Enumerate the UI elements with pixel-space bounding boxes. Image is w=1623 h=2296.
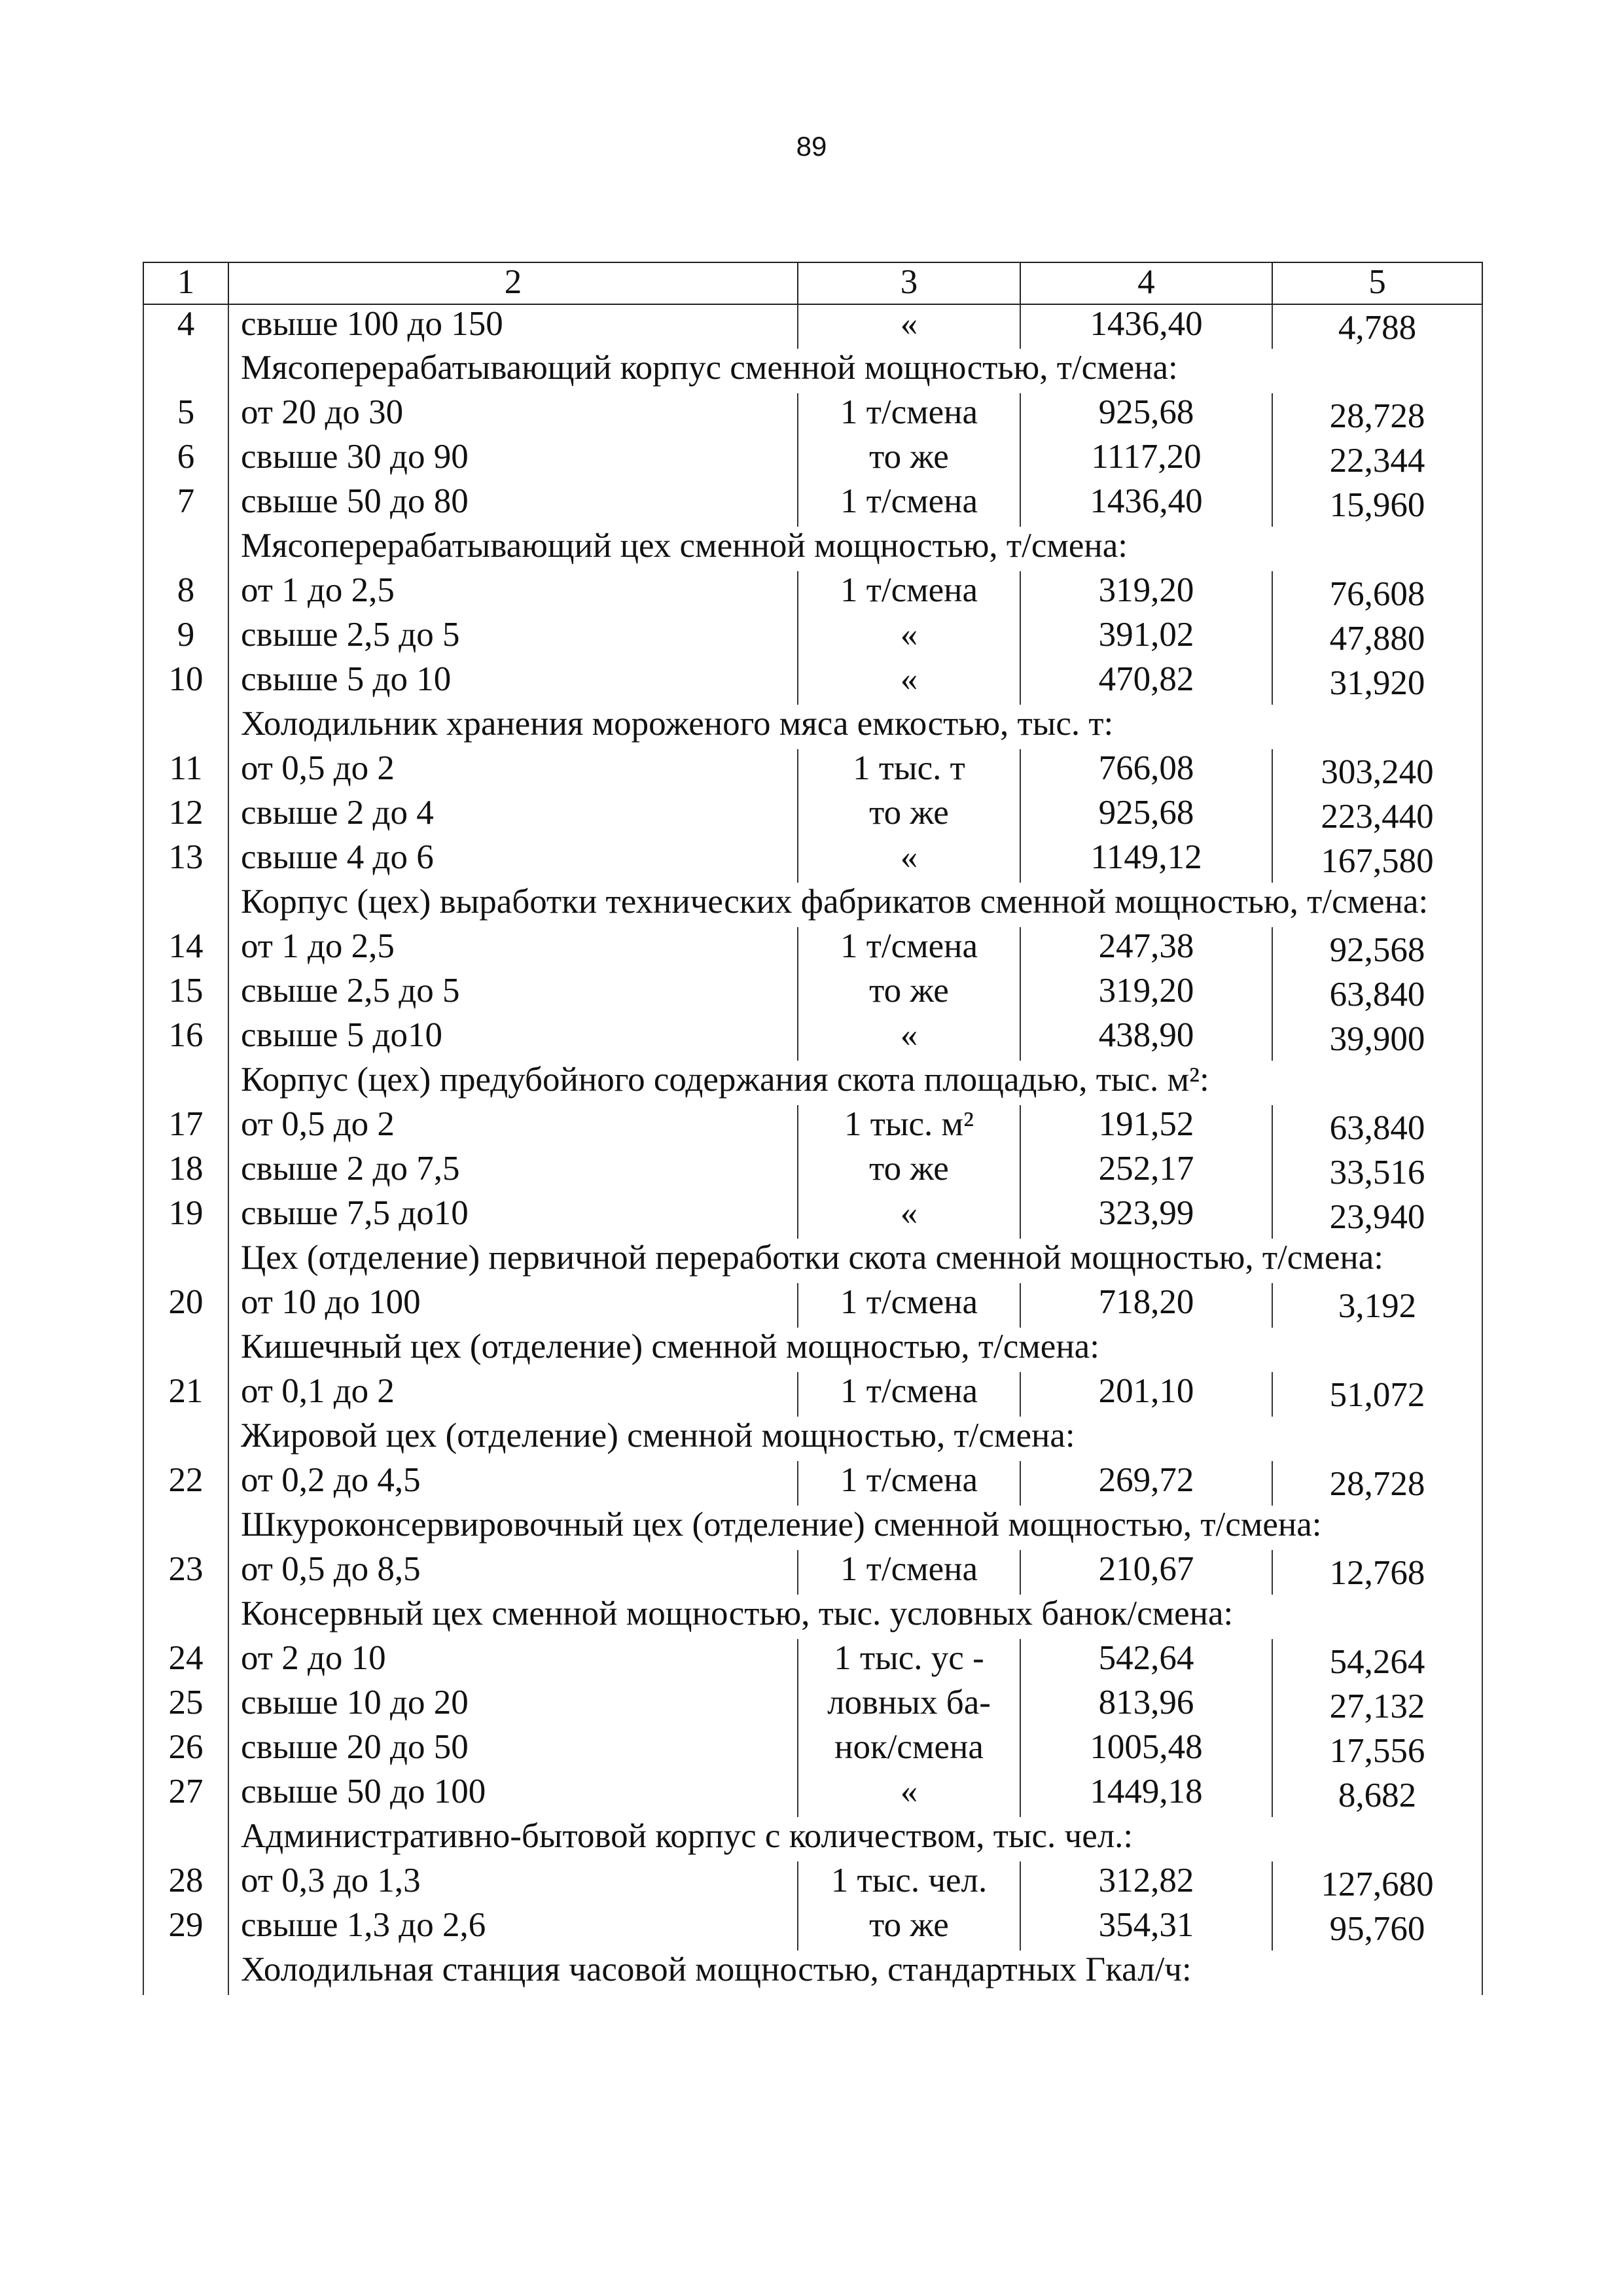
table-body <box>143 304 1482 1995</box>
row-value-4: 1436,40 <box>1020 304 1272 349</box>
row-range: свыше 10 до 20 <box>228 1684 798 1728</box>
row-number: 5 <box>143 393 228 438</box>
row-range: свыше 20 до 50 <box>228 1728 798 1773</box>
section-number-cell <box>143 1239 228 1283</box>
row-unit: 1 т/смена <box>798 571 1020 616</box>
row-value-4: 1005,48 <box>1020 1728 1272 1773</box>
section-number-cell <box>143 1951 228 1995</box>
row-value-4: 252,17 <box>1020 1150 1272 1194</box>
column-header-5: 5 <box>1272 262 1482 304</box>
row-unit: 1 т/смена <box>798 393 1020 438</box>
section-number-cell <box>143 1061 228 1105</box>
row-number: 24 <box>143 1639 228 1684</box>
table-row <box>143 749 1482 794</box>
row-range: от 2 до 10 <box>228 1639 798 1684</box>
row-value-5: 127,680 <box>1272 1862 1482 1906</box>
row-range: свыше 5 до10 <box>228 1016 798 1061</box>
row-value-4: 319,20 <box>1020 571 1272 616</box>
price-table <box>143 262 1483 1995</box>
table-row <box>143 1016 1482 1061</box>
row-unit: 1 тыс. м² <box>798 1105 1020 1150</box>
section-title: Мясоперерабатывающий цех сменной мощностью, т/смена: <box>228 527 1482 571</box>
row-value-5: 167,580 <box>1272 838 1482 883</box>
table-header-row <box>143 262 1482 304</box>
row-value-4: 191,52 <box>1020 1105 1272 1150</box>
row-number: 15 <box>143 972 228 1016</box>
section-number-cell <box>143 883 228 927</box>
row-value-4: 1149,12 <box>1020 838 1272 883</box>
row-value-5: 54,264 <box>1272 1639 1482 1684</box>
column-header-1: 1 <box>143 262 228 304</box>
row-number: 8 <box>143 571 228 616</box>
row-unit: 1 т/смена <box>798 482 1020 527</box>
row-range: от 0,1 до 2 <box>228 1372 798 1417</box>
table-row <box>143 927 1482 972</box>
table-row <box>143 1105 1482 1150</box>
section-row <box>143 1506 1482 1550</box>
row-value-4: 319,20 <box>1020 972 1272 1016</box>
section-number-cell <box>143 527 228 571</box>
row-unit: 1 т/смена <box>798 1283 1020 1328</box>
section-number-cell <box>143 1417 228 1461</box>
section-title: Корпус (цех) выработки технических фабрикатов сменной мощностью, т/смена: <box>228 883 1482 927</box>
row-number: 25 <box>143 1684 228 1728</box>
section-title: Мясоперерабатывающий корпус сменной мощностью, т/смена: <box>228 349 1482 393</box>
section-number-cell <box>143 1817 228 1862</box>
row-number: 17 <box>143 1105 228 1150</box>
row-number: 13 <box>143 838 228 883</box>
section-row <box>143 1595 1482 1639</box>
row-number: 16 <box>143 1016 228 1061</box>
table-row <box>143 1372 1482 1417</box>
row-value-5: 12,768 <box>1272 1550 1482 1595</box>
row-range: от 0,3 до 1,3 <box>228 1862 798 1906</box>
row-value-4: 312,82 <box>1020 1862 1272 1906</box>
table-row <box>143 438 1482 482</box>
table-row <box>143 616 1482 660</box>
section-number-cell <box>143 1595 228 1639</box>
row-range: свыше 2,5 до 5 <box>228 616 798 660</box>
row-range: от 1 до 2,5 <box>228 927 798 972</box>
table-row <box>143 838 1482 883</box>
row-value-4: 766,08 <box>1020 749 1272 794</box>
table-row <box>143 304 1482 349</box>
row-value-4: 813,96 <box>1020 1684 1272 1728</box>
row-value-5: 15,960 <box>1272 482 1482 527</box>
column-header-4: 4 <box>1020 262 1272 304</box>
row-number: 21 <box>143 1372 228 1417</box>
row-value-4: 354,31 <box>1020 1906 1272 1951</box>
row-range: свыше 2 до 7,5 <box>228 1150 798 1194</box>
row-value-5: 92,568 <box>1272 927 1482 972</box>
table-row <box>143 1906 1482 1951</box>
row-unit: то же <box>798 972 1020 1016</box>
row-range: от 0,5 до 8,5 <box>228 1550 798 1595</box>
row-value-5: 28,728 <box>1272 393 1482 438</box>
section-row <box>143 349 1482 393</box>
section-row <box>143 1061 1482 1105</box>
row-unit: 1 т/смена <box>798 1372 1020 1417</box>
column-header-2: 2 <box>228 262 798 304</box>
section-title: Холодильная станция часовой мощностью, стандартных Гкал/ч: <box>228 1951 1482 1995</box>
section-title: Шкуроконсервировочный цех (отделение) сменной мощностью, т/смена: <box>228 1506 1482 1550</box>
row-unit: 1 тыс. ус - <box>798 1639 1020 1684</box>
row-value-5: 63,840 <box>1272 1105 1482 1150</box>
section-title: Кишечный цех (отделение) сменной мощностью, т/смена: <box>228 1328 1482 1372</box>
row-value-5: 22,344 <box>1272 438 1482 482</box>
row-number: 20 <box>143 1283 228 1328</box>
table-row <box>143 1283 1482 1328</box>
row-range: от 0,2 до 4,5 <box>228 1461 798 1506</box>
row-value-4: 269,72 <box>1020 1461 1272 1506</box>
row-range: свыше 100 до 150 <box>228 304 798 349</box>
row-range: свыше 2 до 4 <box>228 794 798 838</box>
row-value-5: 303,240 <box>1272 749 1482 794</box>
row-value-5: 33,516 <box>1272 1150 1482 1194</box>
row-unit: « <box>798 1194 1020 1239</box>
row-number: 26 <box>143 1728 228 1773</box>
row-number: 28 <box>143 1862 228 1906</box>
table-row <box>143 1194 1482 1239</box>
row-number: 27 <box>143 1773 228 1817</box>
row-unit: « <box>798 616 1020 660</box>
row-unit: « <box>798 660 1020 705</box>
table-row <box>143 1150 1482 1194</box>
row-value-5: 63,840 <box>1272 972 1482 1016</box>
row-range: свыше 2,5 до 5 <box>228 972 798 1016</box>
row-unit: 1 т/смена <box>798 927 1020 972</box>
row-range: свыше 50 до 100 <box>228 1773 798 1817</box>
row-value-4: 470,82 <box>1020 660 1272 705</box>
table-row <box>143 1773 1482 1817</box>
section-title: Корпус (цех) предубойного содержания скота площадью, тыс. м²: <box>228 1061 1482 1105</box>
row-value-4: 925,68 <box>1020 393 1272 438</box>
table-row <box>143 571 1482 616</box>
row-value-5: 47,880 <box>1272 616 1482 660</box>
row-unit: то же <box>798 438 1020 482</box>
section-row <box>143 1417 1482 1461</box>
row-unit: то же <box>798 1906 1020 1951</box>
section-title: Цех (отделение) первичной переработки скота сменной мощностью, т/смена: <box>228 1239 1482 1283</box>
row-unit: « <box>798 838 1020 883</box>
section-row <box>143 883 1482 927</box>
row-value-5: 76,608 <box>1272 571 1482 616</box>
row-unit: то же <box>798 1150 1020 1194</box>
row-unit: « <box>798 1773 1020 1817</box>
section-row <box>143 1328 1482 1372</box>
row-value-4: 323,99 <box>1020 1194 1272 1239</box>
section-number-cell <box>143 349 228 393</box>
table-row <box>143 1461 1482 1506</box>
table-row <box>143 482 1482 527</box>
row-value-5: 17,556 <box>1272 1728 1482 1773</box>
row-unit: 1 т/смена <box>798 1550 1020 1595</box>
row-value-4: 718,20 <box>1020 1283 1272 1328</box>
column-header-3: 3 <box>798 262 1020 304</box>
section-title: Консервный цех сменной мощностью, тыс. условных банок/смена: <box>228 1595 1482 1639</box>
row-number: 10 <box>143 660 228 705</box>
row-value-4: 247,38 <box>1020 927 1272 972</box>
row-value-5: 39,900 <box>1272 1016 1482 1061</box>
table-row <box>143 393 1482 438</box>
row-value-5: 31,920 <box>1272 660 1482 705</box>
row-value-5: 27,132 <box>1272 1684 1482 1728</box>
row-value-4: 1449,18 <box>1020 1773 1272 1817</box>
section-row <box>143 705 1482 749</box>
row-value-4: 201,10 <box>1020 1372 1272 1417</box>
row-unit: « <box>798 1016 1020 1061</box>
row-value-4: 925,68 <box>1020 794 1272 838</box>
row-value-5: 95,760 <box>1272 1906 1482 1951</box>
table-row <box>143 1550 1482 1595</box>
section-title: Жировой цех (отделение) сменной мощностью, т/смена: <box>228 1417 1482 1461</box>
row-range: от 20 до 30 <box>228 393 798 438</box>
row-number: 11 <box>143 749 228 794</box>
row-range: свыше 30 до 90 <box>228 438 798 482</box>
row-value-5: 3,192 <box>1272 1283 1482 1328</box>
row-value-4: 438,90 <box>1020 1016 1272 1061</box>
row-range: от 1 до 2,5 <box>228 571 798 616</box>
row-number: 12 <box>143 794 228 838</box>
table-row <box>143 972 1482 1016</box>
row-range: свыше 7,5 до10 <box>228 1194 798 1239</box>
section-number-cell <box>143 705 228 749</box>
row-value-5: 28,728 <box>1272 1461 1482 1506</box>
row-number: 23 <box>143 1550 228 1595</box>
section-number-cell <box>143 1328 228 1372</box>
row-number: 6 <box>143 438 228 482</box>
row-range: свыше 1,3 до 2,6 <box>228 1906 798 1951</box>
section-row <box>143 527 1482 571</box>
section-title: Холодильник хранения мороженого мяса емкостью, тыс. т: <box>228 705 1482 749</box>
row-number: 29 <box>143 1906 228 1951</box>
table-row <box>143 1862 1482 1906</box>
section-row <box>143 1817 1482 1862</box>
row-number: 22 <box>143 1461 228 1506</box>
row-value-5: 223,440 <box>1272 794 1482 838</box>
row-range: свыше 4 до 6 <box>228 838 798 883</box>
row-range: от 0,5 до 2 <box>228 1105 798 1150</box>
section-number-cell <box>143 1506 228 1550</box>
table-row <box>143 1684 1482 1728</box>
row-range: свыше 50 до 80 <box>228 482 798 527</box>
row-number: 4 <box>143 304 228 349</box>
row-value-5: 23,940 <box>1272 1194 1482 1239</box>
row-value-5: 8,682 <box>1272 1773 1482 1817</box>
table-row <box>143 660 1482 705</box>
row-number: 18 <box>143 1150 228 1194</box>
row-unit: 1 тыс. чел. <box>798 1862 1020 1906</box>
row-value-5: 4,788 <box>1272 304 1482 349</box>
row-unit: 1 т/смена <box>798 1461 1020 1506</box>
row-range: от 0,5 до 2 <box>228 749 798 794</box>
section-row <box>143 1951 1482 1995</box>
row-number: 14 <box>143 927 228 972</box>
row-value-4: 1436,40 <box>1020 482 1272 527</box>
row-unit: ловных ба- <box>798 1684 1020 1728</box>
table-row <box>143 1639 1482 1684</box>
page-number: 89 <box>796 131 827 162</box>
section-row <box>143 1239 1482 1283</box>
row-value-4: 391,02 <box>1020 616 1272 660</box>
row-range: от 10 до 100 <box>228 1283 798 1328</box>
row-number: 19 <box>143 1194 228 1239</box>
row-unit: 1 тыс. т <box>798 749 1020 794</box>
row-unit: нок/смена <box>798 1728 1020 1773</box>
row-value-4: 210,67 <box>1020 1550 1272 1595</box>
row-number: 9 <box>143 616 228 660</box>
row-value-5: 51,072 <box>1272 1372 1482 1417</box>
row-unit: « <box>798 304 1020 349</box>
table-row <box>143 1728 1482 1773</box>
row-number: 7 <box>143 482 228 527</box>
section-title: Административно-бытовой корпус с количеством, тыс. чел.: <box>228 1817 1482 1862</box>
row-value-4: 1117,20 <box>1020 438 1272 482</box>
row-unit: то же <box>798 794 1020 838</box>
row-range: свыше 5 до 10 <box>228 660 798 705</box>
table-row <box>143 794 1482 838</box>
row-value-4: 542,64 <box>1020 1639 1272 1684</box>
